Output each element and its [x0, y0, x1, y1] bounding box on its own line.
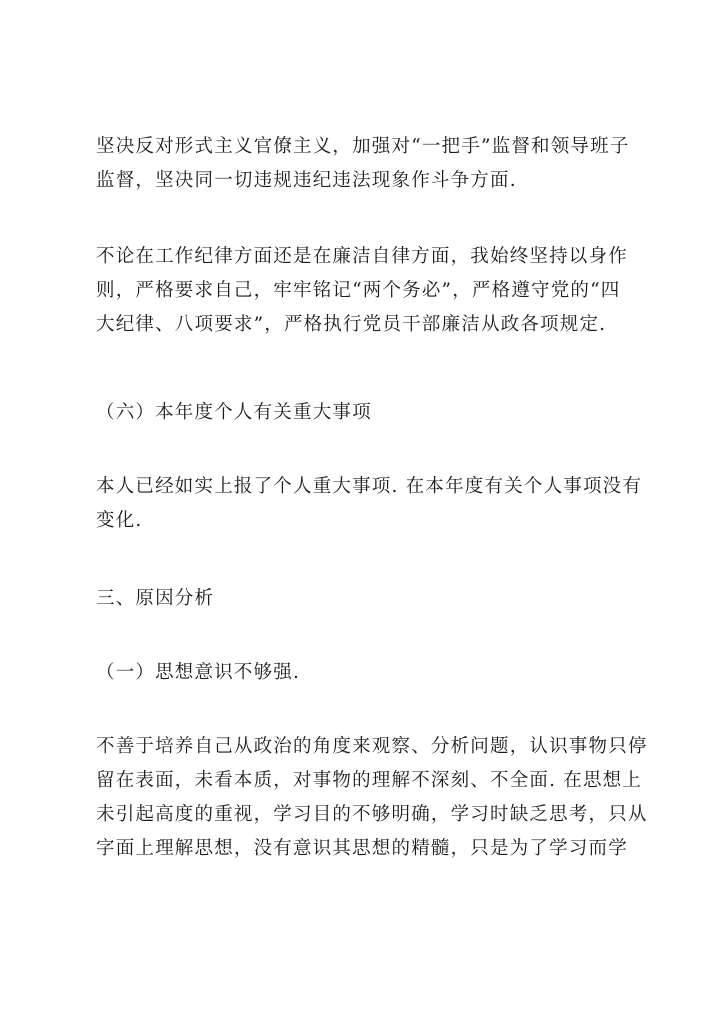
- heading-line: （六）本年度个人有关重大事项: [96, 402, 372, 423]
- section-heading-personal-matters: [96, 396, 644, 430]
- section-heading-cause-analysis: [96, 582, 644, 616]
- text-line: 留在表面，未看本质，对事物的理解不深刻、不全面. 在思想上: [96, 770, 643, 791]
- text-line: 大纪律、八项要求”，严格执行党员干部廉洁从政各项规定.: [96, 314, 607, 335]
- text-line: 未引起高度的重视，学习目的不够明确，学习时缺乏思考，只从: [96, 804, 648, 825]
- text-line: 监督，坚决同一切违规违纪违法现象作斗争方面.: [96, 170, 517, 191]
- text-line: 字面上理解思想，没有意识其思想的精髓，只是为了学习而学: [96, 838, 628, 859]
- paragraph-ideology: [96, 730, 648, 866]
- paragraph-supervision: [96, 130, 644, 198]
- heading-line: 三、原因分析: [96, 588, 215, 609]
- text-line: 本人已经如实上报了个人重大事项. 在本年度有关个人事项没有: [96, 476, 643, 497]
- text-line: 坚决反对形式主义官僚主义，加强对“一把手”监督和领导班子: [96, 136, 630, 157]
- text-line: 变化.: [96, 510, 143, 531]
- subsection-heading-ideology: [96, 656, 644, 690]
- paragraph-personal-matters: [96, 470, 644, 538]
- heading-line: （一）思想意识不够强.: [96, 662, 301, 683]
- text-line: 不论在工作纪律方面还是在廉洁自律方面，我始终坚持以身作: [96, 246, 628, 267]
- paragraph-discipline: [96, 240, 644, 342]
- text-line: 则，严格要求自己，牢牢铭记“两个务必”，严格遵守党的“四: [96, 280, 621, 301]
- text-line: 不善于培养自己从政治的角度来观察、分析问题，认识事物只停: [96, 736, 648, 757]
